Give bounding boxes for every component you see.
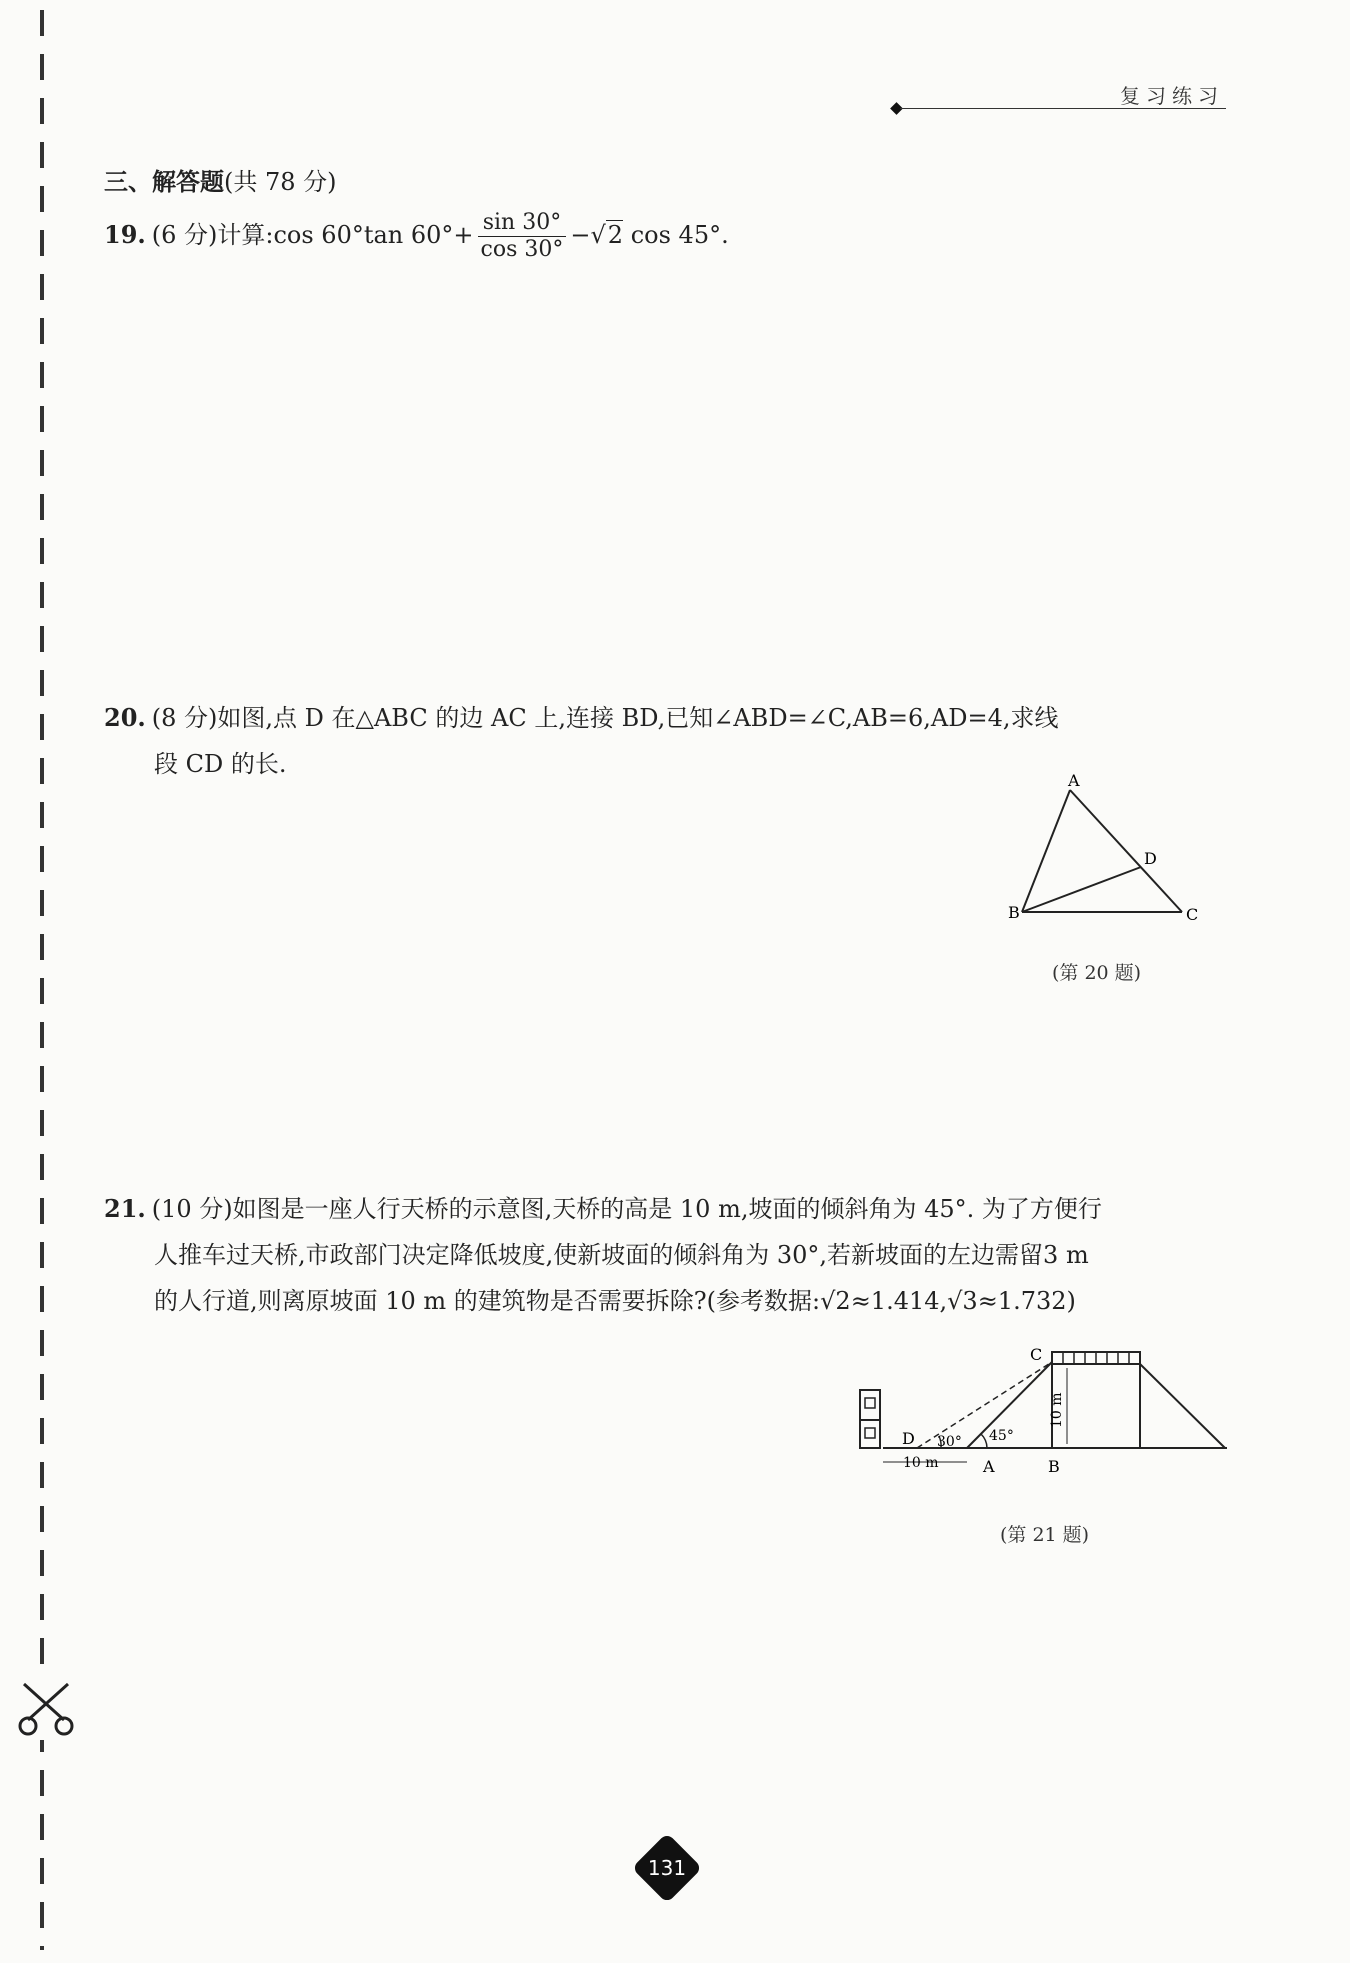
- question-number: 19.: [104, 220, 146, 249]
- building-lower: [860, 1420, 880, 1448]
- point-a-label: A: [983, 1457, 995, 1476]
- q21-line1: (10 分)如图是一座人行天桥的示意图,天桥的高是 10 m,坡面的倾斜角为 45°. 为了方便行: [151, 1195, 1102, 1223]
- side-ab: [1022, 790, 1070, 912]
- header-title: 复习练习: [1120, 84, 1224, 108]
- point-b-label: B: [1048, 1457, 1060, 1476]
- point-c-label: C: [1186, 905, 1199, 924]
- q19-prefix: (6 分)计算:cos 60°tan 60°+: [151, 221, 474, 249]
- side-ac: [1070, 790, 1182, 912]
- point-d-label: D: [1144, 849, 1157, 868]
- minus-sign: −: [570, 221, 591, 249]
- figure-20-caption: (第 20 题): [1052, 962, 1142, 984]
- section-points: (共 78 分): [224, 168, 337, 196]
- building-upper: [860, 1390, 880, 1420]
- window-upper: [865, 1398, 875, 1408]
- section-title: [104, 162, 337, 197]
- point-a-label: A: [1068, 771, 1080, 790]
- q19-suffix: cos 45°.: [630, 221, 729, 249]
- window-lower: [865, 1428, 875, 1438]
- segment-bd: [1022, 867, 1141, 912]
- right-slope: [1140, 1364, 1225, 1448]
- fraction-denominator: cos 30°: [480, 237, 564, 262]
- distance-label: 10 m: [903, 1455, 939, 1471]
- radical-sign: √: [590, 221, 606, 249]
- scissors-icon: [18, 1680, 74, 1740]
- cut-line: [40, 10, 44, 1950]
- question-19: [104, 210, 729, 263]
- fraction: [478, 210, 567, 263]
- railing: [1063, 1352, 1129, 1364]
- question-number: 20.: [104, 703, 146, 732]
- point-c-label: C: [1030, 1348, 1043, 1364]
- question-number: 21.: [104, 1194, 146, 1223]
- triangle-figure: [1000, 770, 1220, 930]
- height-label: 10 m: [1049, 1392, 1065, 1428]
- angle-30-label: 30°: [937, 1434, 962, 1450]
- page-number: 131: [647, 1856, 687, 1880]
- section-title-text: 三、解答题: [104, 167, 224, 196]
- point-b-label: B: [1008, 903, 1020, 922]
- q21-line3: 的人行道,则离原坡面 10 m 的建筑物是否需要拆除?(参考数据:√2≈1.414,√3≈1.732): [154, 1287, 1076, 1315]
- bridge-figure: [855, 1348, 1235, 1488]
- angle-arc-45: [981, 1434, 987, 1448]
- q20-line1: (8 分)如图,点 D 在△ABC 的边 AC 上,连接 BD,已知∠ABD=∠C,AB=6,AD=4,求线: [151, 704, 1059, 732]
- fraction-numerator: sin 30°: [478, 210, 567, 237]
- radical-argument: 2: [607, 221, 624, 249]
- angle-45-label: 45°: [989, 1428, 1014, 1444]
- q20-line2: 段 CD 的长.: [154, 750, 287, 778]
- q21-line2: 人推车过天桥,市政部门决定降低坡度,使新坡面的倾斜角为 30°,若新坡面的左边需留3 m: [154, 1241, 1089, 1269]
- question-21: [104, 1186, 1239, 1324]
- point-d-label: D: [902, 1429, 915, 1448]
- page-header: [892, 82, 1226, 112]
- figure-21-caption: (第 21 题): [1000, 1524, 1090, 1546]
